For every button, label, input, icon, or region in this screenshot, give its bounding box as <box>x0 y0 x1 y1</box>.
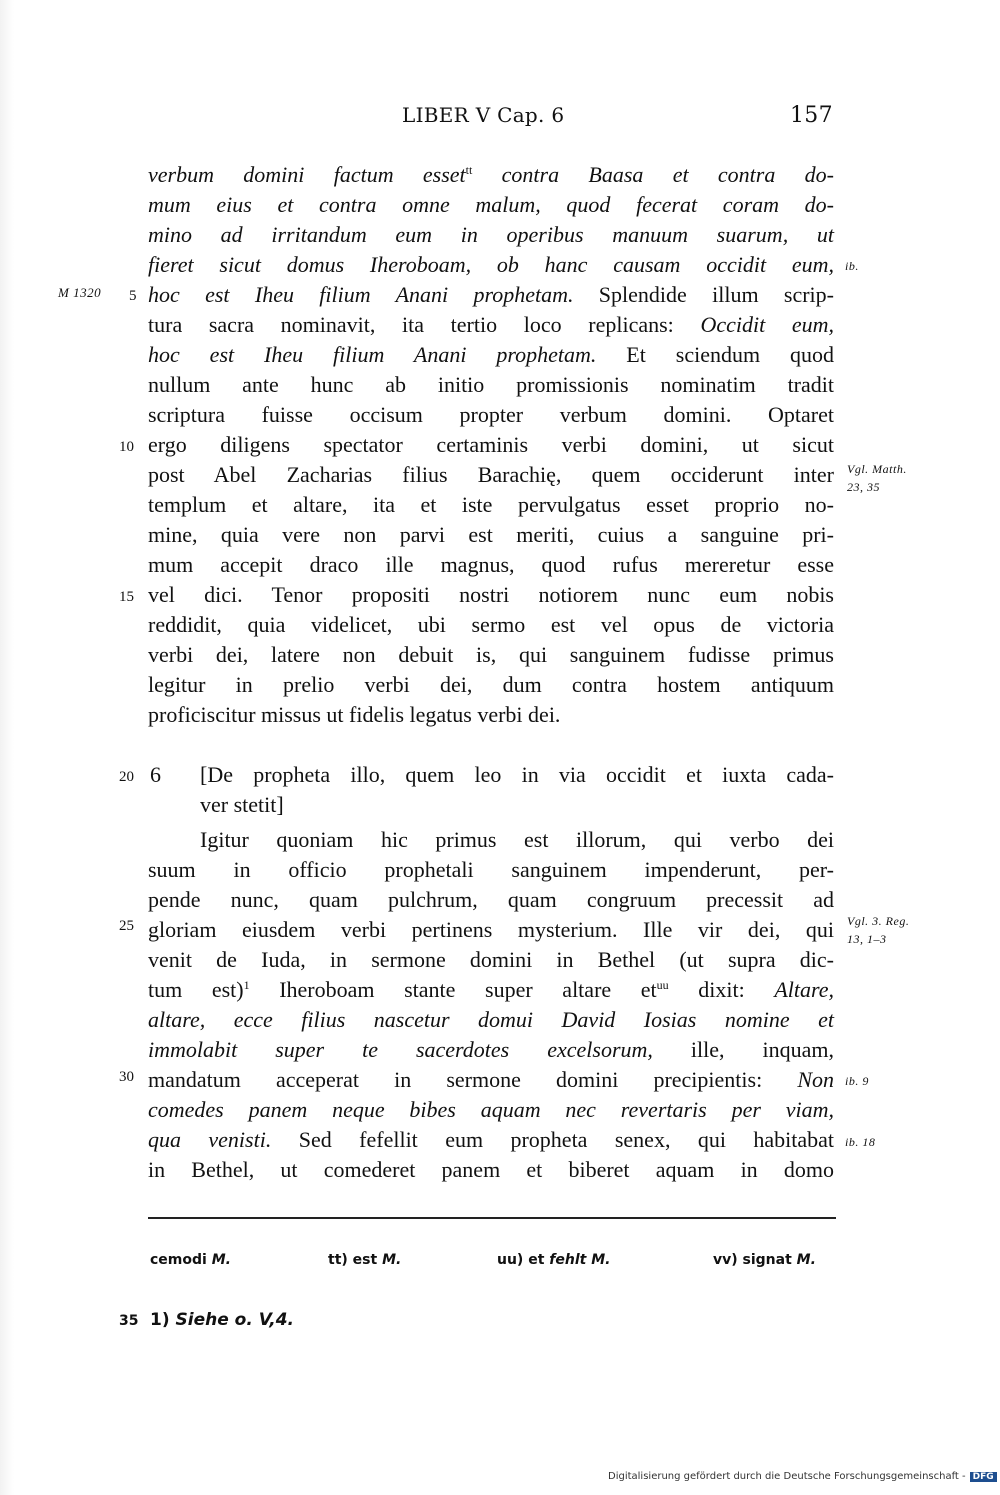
text-line: hoc est Iheu filium Anani prophetam. Splendide illum scrip- <box>148 282 834 307</box>
text-line: fieret sicut domus Iheroboam, ob hanc causam occidit eum, <box>148 252 834 277</box>
text-line: verbum domini factum esset$^{tt}$ contra Baasa et contra do- <box>148 162 834 187</box>
running-title: LIBER V Cap. 6 <box>402 103 565 127</box>
text-line: mum eius et contra omne malum, quod fecerat coram do- <box>148 192 834 217</box>
text-line: suum in officio prophetali sanguinem impenderunt, per- <box>148 857 834 882</box>
digitization-credit: Digitalisierung gefördert durch die Deutsche Forschungsgemeinschaft - DFG <box>608 1471 997 1482</box>
text-line: pende nunc, quam pulchrum, quam congruum precessit ad <box>148 887 834 912</box>
marginal-reference: ib. 9 <box>845 1074 869 1088</box>
line-number: 30 <box>119 1069 134 1085</box>
footnote-rule <box>148 1217 836 1219</box>
marginal-reference: 23, 35 <box>847 480 880 494</box>
text-line: nullum ante hunc ab initio promissionis nominatim tradit <box>148 372 834 397</box>
line-number: 5 <box>129 288 137 304</box>
text-line: reddidit, quia videlicet, ubi sermo est vel opus de victoria <box>148 612 834 637</box>
manuscript-reference: M 1320 <box>58 285 102 300</box>
text-line: mino ad irritandum eum in operibus manuum suarum, ut <box>148 222 834 247</box>
text-line: scriptura fuisse occisum propter verbum domini. Optaret <box>148 402 834 427</box>
text-line: templum et altare, ita et iste pervulgatus esset proprio no- <box>148 492 834 517</box>
text-line: venit de Iuda, in sermone domini in Bethel (ut supra dic- <box>148 947 834 972</box>
marginal-reference: ib. 18 <box>845 1135 876 1149</box>
marginal-reference: ib. <box>845 259 859 273</box>
text-line: tura sacra nominavit, ita tertio loco replicans: Occidit eum, <box>148 312 834 337</box>
text-line: Igitur quoniam hic primus est illorum, qui verbo dei <box>200 827 834 852</box>
text-line: in Bethel, ut comederet panem et biberet aquam in domo <box>148 1157 834 1182</box>
marginal-reference: 13, 1–3 <box>847 932 887 946</box>
text-line: immolabit super te sacerdotes excelsorum, ille, inquam, <box>148 1037 834 1062</box>
marginal-reference: Vgl. 3. Reg. <box>847 914 910 928</box>
text-line: proficiscitur missus ut fidelis legatus verbi dei. <box>148 702 561 727</box>
line-number: 10 <box>119 439 134 455</box>
page-number: 157 <box>790 103 833 128</box>
section-heading: [De propheta illo, quem leo in via occidit et iuxta cada- <box>200 762 834 787</box>
line-number: 20 <box>119 769 134 785</box>
apparatus-entry: vv) signat M. <box>713 1252 816 1268</box>
line-number: 35 <box>119 1313 139 1329</box>
section-heading: ver stetit] <box>200 792 284 817</box>
text-line: ergo diligens spectator certaminis verbi domini, ut sicut <box>148 432 834 457</box>
section-number: 6 <box>150 762 161 787</box>
line-number: 25 <box>119 918 134 934</box>
text-line: gloriam eiusdem verbi pertinens mysterium. Ille vir dei, qui <box>148 917 834 942</box>
line-number: 15 <box>119 589 134 605</box>
text-line: tum est)$^1$ Iheroboam stante super altare $et^{uu}$ dixit: Altare, <box>148 977 834 1002</box>
text-line: post Abel Zacharias filius Barachię, quem occiderunt inter <box>148 462 834 487</box>
apparatus-entry: uu) et fehlt M. <box>497 1252 611 1268</box>
apparatus-entry: cemodi M. <box>150 1252 231 1268</box>
text-line: mine, quia vere non parvi est meriti, cuius a sanguine pri- <box>148 522 834 547</box>
text-line: mandatum acceperat in sermone domini precipientis: Non <box>148 1067 834 1092</box>
text-line: vel dici. Tenor propositi nostri notiorem nunc eum nobis <box>148 582 834 607</box>
footnote: 1) Siehe o. V,4. <box>150 1310 294 1330</box>
apparatus-entry: tt) est M. <box>328 1252 402 1268</box>
text-line: verbi dei, latere non debuit is, qui sanguinem fudisse primus <box>148 642 834 667</box>
text-line: qua venisti. Sed fefellit eum propheta senex, qui habitabat <box>148 1127 834 1152</box>
text-line: altare, ecce filius nascetur domui David Iosias nomine et <box>148 1007 834 1032</box>
text-line: legitur in prelio verbi dei, dum contra hostem antiquum <box>148 672 834 697</box>
scan-edge <box>0 0 14 1495</box>
text-line: hoc est Iheu filium Anani prophetam. Et sciendum quod <box>148 342 834 367</box>
text-line: comedes panem neque bibes aquam nec revertaris per viam, <box>148 1097 834 1122</box>
dfg-logo: DFG <box>970 1472 997 1482</box>
text-line: mum accepit draco ille magnus, quod rufus mereretur esse <box>148 552 834 577</box>
marginal-reference: Vgl. Matth. <box>847 462 907 476</box>
